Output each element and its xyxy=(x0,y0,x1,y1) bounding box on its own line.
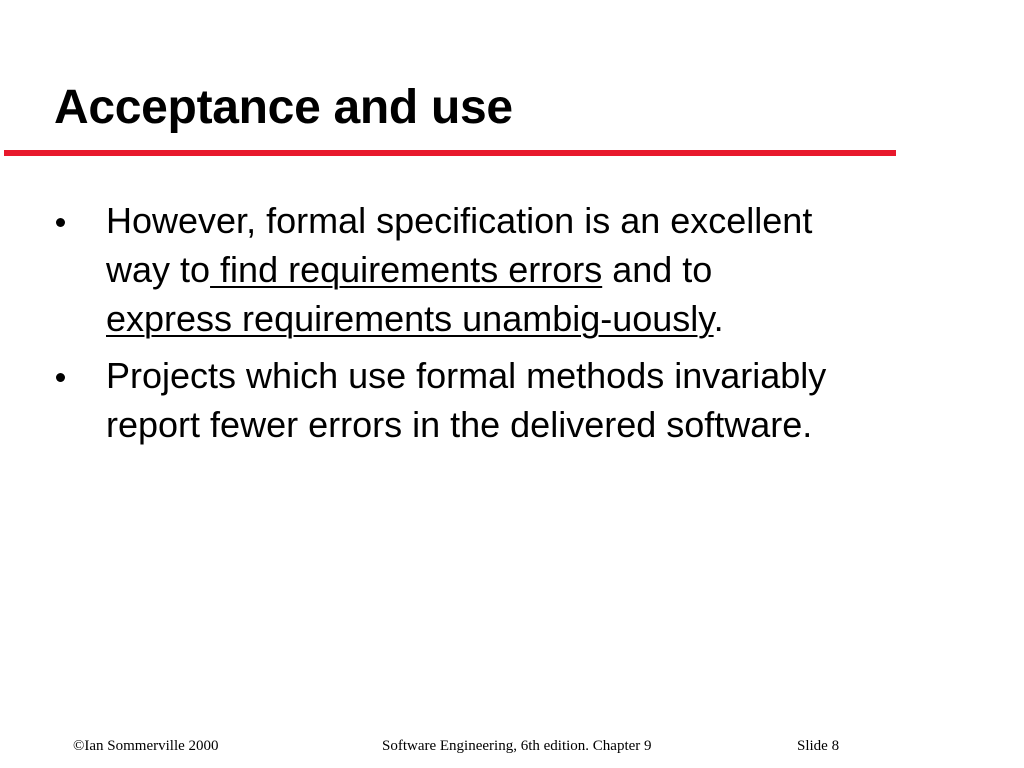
footer-copyright: ©Ian Sommerville 2000 xyxy=(73,738,219,754)
footer-slide-number: Slide 8 xyxy=(797,738,840,754)
bullet-dot-icon xyxy=(56,373,65,382)
underlined-phrase-find-requirements-errors: find requirements errors xyxy=(210,249,603,290)
bullet-dot-icon xyxy=(56,218,65,227)
underlined-phrase-express-requirements: express requirements unambig-uously xyxy=(106,298,714,339)
bullet-item xyxy=(0,196,846,343)
bullet-text-segment: and to xyxy=(602,249,713,290)
slide-title: Acceptance and use xyxy=(54,81,513,134)
footer-book-title: Software Engineering, 6th edition. Chapter 9 xyxy=(382,738,652,754)
title-underline-rule xyxy=(4,150,896,156)
bullet-item xyxy=(0,351,846,449)
bullet-text-segment: However, formal specification is an excellent way to xyxy=(106,200,813,290)
bullet-text xyxy=(106,200,812,339)
bullet-text xyxy=(106,355,826,445)
bullet-text-segment: Projects which use formal methods invariably report fewer errors in the delivered software. xyxy=(106,355,827,445)
bullet-text-segment: . xyxy=(713,298,724,339)
bullet-list xyxy=(0,196,846,457)
